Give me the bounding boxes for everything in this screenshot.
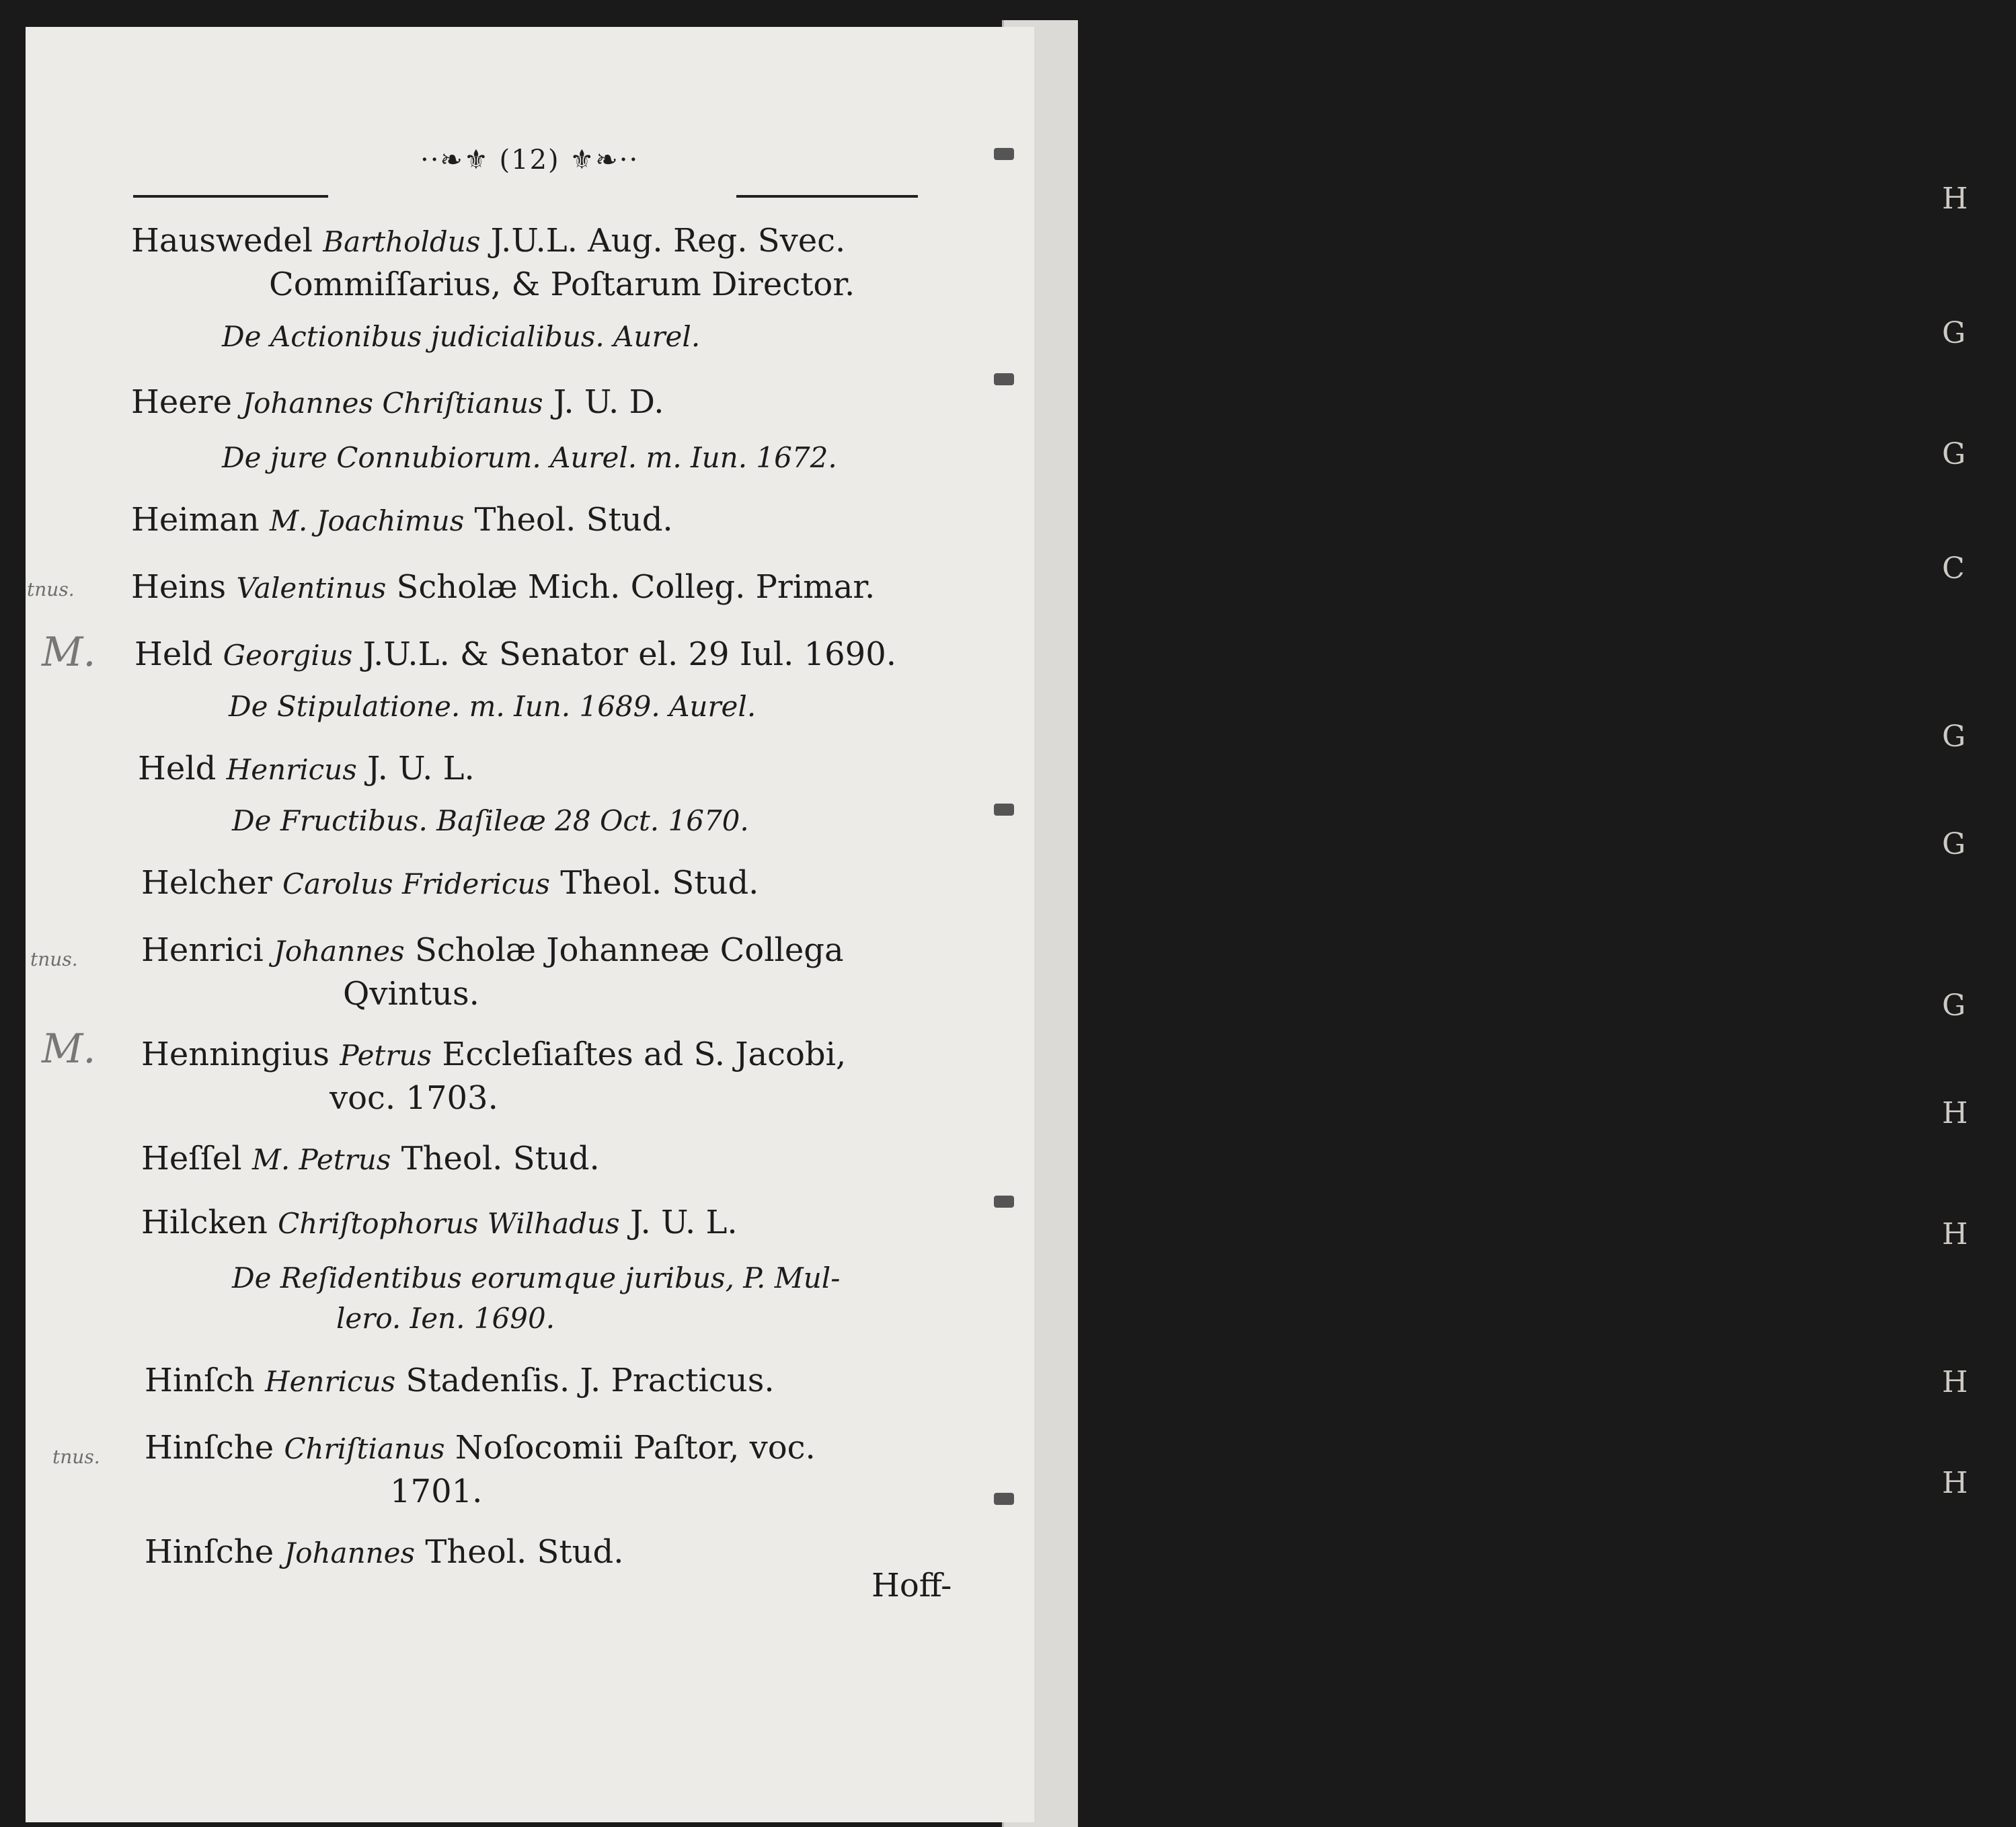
- entry-hilcken-dissertation: De Reſidentibus eorumque juribus, P. Mul-: [232, 1261, 841, 1294]
- binding-tack: [994, 373, 1014, 385]
- margin-note: tnus.: [27, 578, 75, 600]
- margin-note: tnus.: [52, 1446, 100, 1468]
- margin-note: M.: [42, 1025, 96, 1073]
- entry-hauswedel-cont: Commiſſarius, & Poſtarum Director.: [269, 266, 855, 303]
- binding-tack: [994, 148, 1014, 160]
- header-rule-right: [736, 195, 918, 198]
- entry-heins: Heins Valentinus Scholæ Mich. Colleg. Primar.: [131, 568, 876, 606]
- ornament-left: ··❧⚜: [420, 145, 490, 176]
- entry-hessel: Heſſel M. Petrus Theol. Stud.: [141, 1140, 600, 1177]
- entry-hilcken: Hilcken Chriſtophorus Wilhadus J. U. L.: [141, 1204, 738, 1241]
- entry-hilcken-dissertation-cont: lero. Ien. 1690.: [336, 1302, 555, 1335]
- page-header: [420, 145, 639, 176]
- entry-henningius-cont: voc. 1703.: [329, 1079, 498, 1117]
- entry-hinsche-christianus-cont: 1701.: [390, 1473, 483, 1510]
- adjacent-page-edge: H G G C G G G H H H H: [1002, 20, 1078, 1827]
- entry-henningius: Henningius Petrus Eccleſiaſtes ad S. Jacobi,: [141, 1036, 847, 1073]
- entry-heiman: Heiman M. Joachimus Theol. Stud.: [131, 501, 673, 539]
- entry-helcher: Helcher Carolus Fridericus Theol. Stud.: [141, 864, 759, 902]
- entry-heere: Heere Johannes Chriſtianus J. U. D.: [131, 383, 664, 421]
- entry-hinsche-johannes: Hinſche Johannes Theol. Stud.: [145, 1533, 624, 1571]
- entry-held-georgius: Held Georgius J.U.L. & Senator el. 29 Iul. 1690.: [134, 635, 897, 673]
- entry-henrici: Henrici Johannes Scholæ Johanneæ Collega: [141, 931, 844, 969]
- entry-held-henricus-dissertation: De Fructibus. Baſileæ 28 Oct. 1670.: [232, 804, 749, 837]
- binding-tack: [994, 1493, 1014, 1505]
- entry-heere-dissertation: De jure Connubiorum. Aurel. m. Iun. 1672.: [222, 441, 837, 474]
- entry-hauswedel-dissertation: De Actionibus judicialibus. Aurel.: [222, 320, 701, 353]
- binding-tack: [994, 1196, 1014, 1208]
- entry-hauswedel: Hauswedel Bartholdus J.U.L. Aug. Reg. Svec.: [131, 222, 846, 260]
- entry-hinsch: Hinſch Henricus Stadenſis. J. Practicus.: [145, 1362, 775, 1399]
- entry-held-georgius-dissertation: De Stipulatione. m. Iun. 1689. Aurel.: [229, 690, 757, 723]
- entry-hinsche-christianus: Hinſche Chriſtianus Noſocomii Paſtor, voc.: [145, 1429, 816, 1467]
- header-rule-left: [133, 195, 328, 198]
- margin-note: tnus.: [30, 948, 78, 970]
- entry-henrici-cont: Qvintus.: [343, 975, 479, 1013]
- ornament-right: ⚜❧··: [570, 145, 639, 176]
- page-number: (12): [499, 145, 560, 176]
- entry-held-henricus: Held Henricus J. U. L.: [138, 750, 475, 787]
- catchword: Hoff-: [871, 1567, 952, 1604]
- binding-tack: [994, 804, 1014, 816]
- margin-note: M.: [42, 629, 96, 676]
